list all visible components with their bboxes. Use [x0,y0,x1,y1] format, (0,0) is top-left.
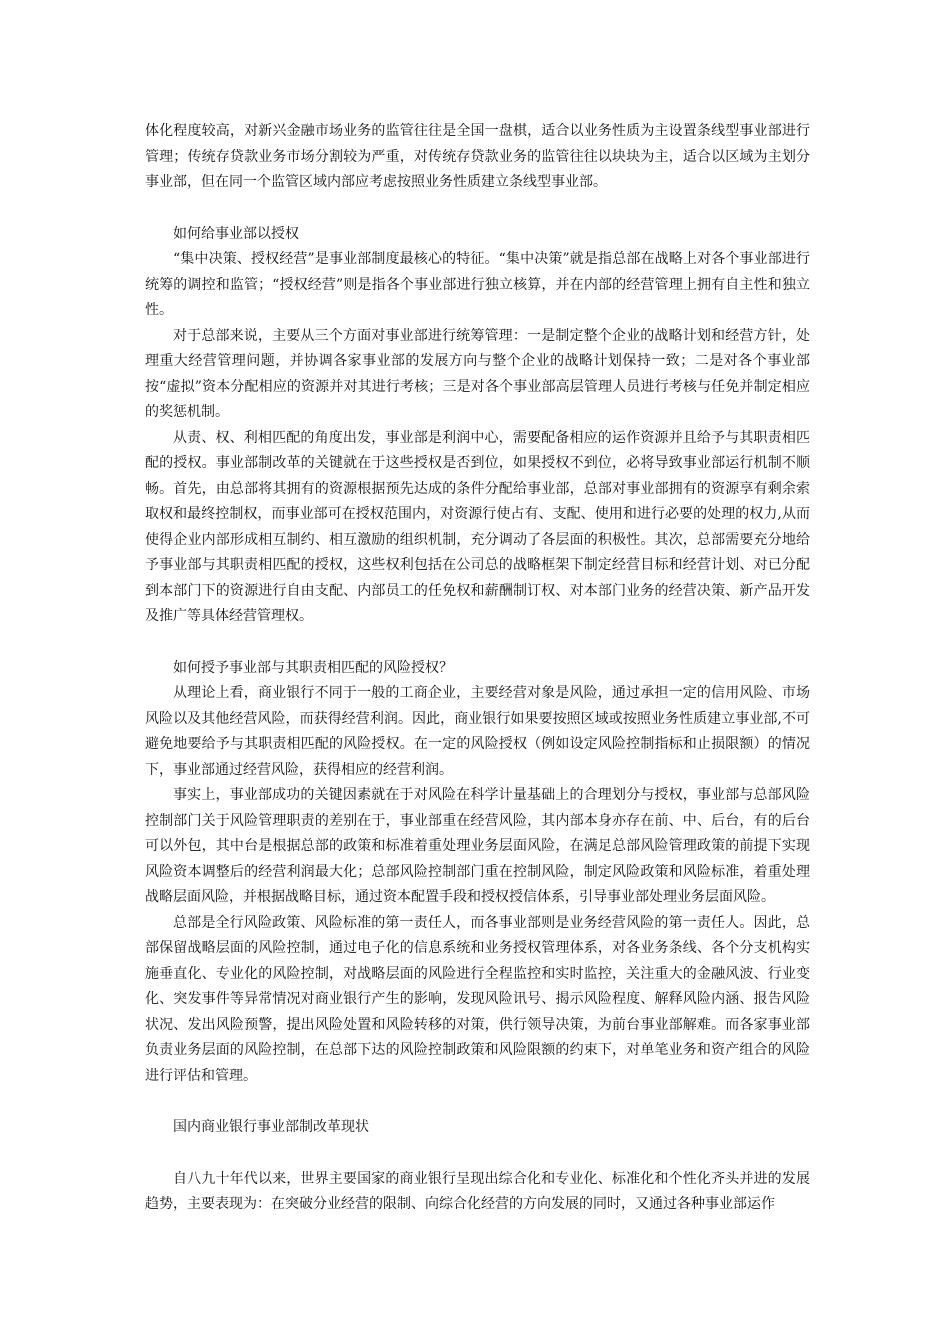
paragraph-centralized-decision: “集中决策、授权经营”是事业部制度最核心的特征。“集中决策”就是指总部在战略上对各个事业部进行统筹的调控和监管；“授权经营”则是指各个事业部进行独立核算，并在内部的经营管理上拥有自主性和独立性。 [145,251,810,318]
section-heading-domestic-reform: 国内商业银行事业部制改革现状 [173,1119,369,1135]
section-heading-risk-authorization: 如何授予事业部与其职责相匹配的风险授权？ [173,659,453,676]
paragraph-trends: 自八九十年代以来，世界主要国家的商业银行呈现出综合化和专业化、标准化和个性化齐头并进的发展趋势，主要表现为：在突破分业经营的限制、向综合化经营的方向发展的同时，又通过各种事业部运作 [145,1170,810,1212]
spacer [145,630,810,656]
paragraph-theory: 从理论上看，商业银行不同于一般的工商企业，主要经营对象是风险，通过承担一定的信用风险、市场风险以及其他经营风险，而获得经营利润。因此，商业银行如果要按照区域或按照业务性质建立事业部,不可避免地要给予与其职责相匹配的风险授权。在一定的风险授权（例如设定风险控制指标和止损限额）的情况下，事业部通过经营风险，获得相应的经营利润。 [145,685,810,778]
paragraph-key-factors: 事实上，事业部成功的关键因素就在于对风险在科学计量基础上的合理划分与授权，事业部与总部风险控制部门关于风险管理职责的差别在于，事业部重在经营风险，其内部本身亦存在前、中、后台，有的后台可以外包，其中台是根据总部的政策和标准着重处理业务层面风险，在满足总部风险管理政策的前提下实现风险资本调整后的经营利润最大化；总部风险控制部门重在控制风险，制定风险政策和风险标准，着重处理战略层面风险，并根据战略目标，通过资本配置手段和授权授信体系，引导事业部处理业务层面风险。 [145,787,810,905]
spacer [145,1089,810,1115]
document-body [145,119,810,1218]
spacer [145,196,810,222]
paragraph-intro: 体化程度较高，对新兴金融市场业务的监管往往是全国一盘棋，适合以业务性质为主设置条线型事业部进行管理；传统存贷款业务市场分割较为严重，对传统存贷款业务的监管往往以块块为主，适合以区域为主划分事业部，但在同一个监管区域内部应考虑按照业务性质建立条线型事业部。 [145,123,810,190]
paragraph-headquarters-responsibility: 总部是全行风险政策、风险标准的第一责任人，而各事业部则是业务经营风险的第一责任人。因此，总部保留战略层面的风险控制，通过电子化的信息系统和业务授权管理体系，对各业务条线、各个分支机构实施垂直化、专业化的风险控制，对战略层面的风险进行全程监控和实时监控，关注重大的金融风波、行业变化、突发事件等异常情况对商业银行产生的影响，发现风险讯号、揭示风险程度、解释风险内涵、报告风险状况、发出风险预警，提出风险处置和风险转移的对策，供行领导决策，为前台事业部解难。而各家事业部负责业务层面的风险控制，在总部下达的风险控制政策和风险限额的约束下，对单笔业务和资产组合的风险进行评估和管理。 [145,914,810,1084]
section-heading-authorization: 如何给事业部以授权 [173,225,299,242]
paragraph-headquarters-management: 对于总部来说，主要从三个方面对事业部进行统筹管理：一是制定整个企业的战略计划和经营方针，处理重大经营管理问题，并协调各家事业部的发展方向与整个企业的战略计划保持一致；二是对各个事业部按“虚拟”资本分配相应的资源并对其进行考核；三是对各个事业部高层管理人员进行考核与任免并制定相应的奖惩机制。 [145,327,810,420]
spacer [145,1141,810,1167]
paragraph-responsibility-rights: 从责、权、利相匹配的角度出发，事业部是利润中心，需要配备相应的运作资源并且给予与其职责相匹配的授权。事业部制改革的关键就在于这些授权是否到位，如果授权不到位，必将导致事业部运行机制不顺畅。首先，由总部将其拥有的资源根据预先达成的条件分配给事业部，总部对事业部拥有的资源享有剩余索取权和最终控制权，而事业部可在授权范围内，对资源行使占有、支配、使用和进行必要的处理的权力,从而使得企业内部形成相互制约、相互激励的组织机制，充分调动了各层面的积极性。其次，总部需要充分地给予事业部与其职责相匹配的授权，这些权利包括在公司总的战略框架下制定经营目标和经营计划、对已分配到本部门下的资源进行自由支配、内部员工的任免权和薪酬制订权、对本部门业务的经营决策、新产品开发及推广等具体经营管理权。 [145,429,810,624]
